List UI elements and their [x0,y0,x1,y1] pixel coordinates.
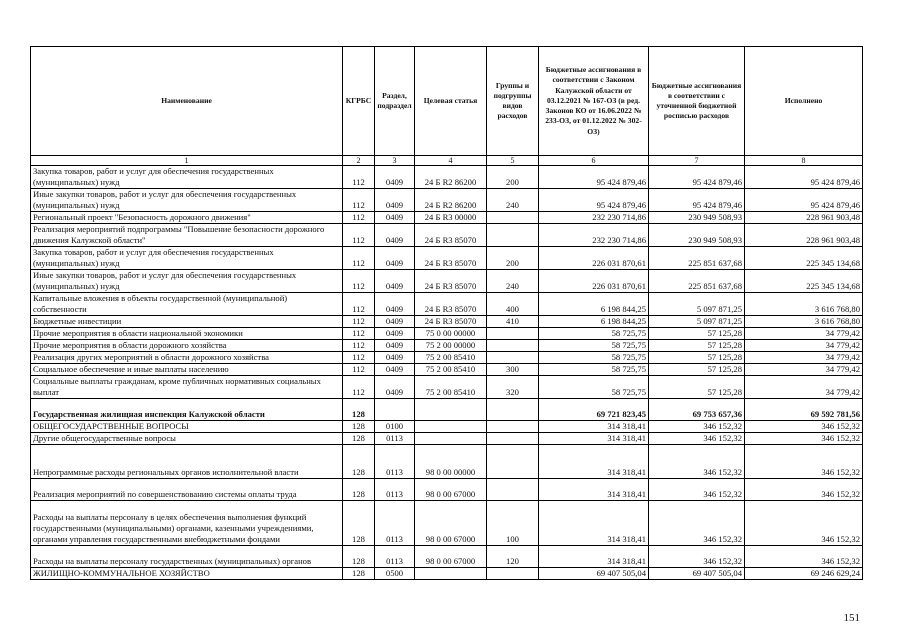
header-assign-plan: Бюджетные ассигнования в соответствии с уточненной бюджетной росписью расходов [649,47,745,156]
row-kgrbs: 112 [343,224,375,247]
column-number: 4 [415,156,487,166]
row-assign-plan: 230 949 508,93 [649,224,745,247]
row-section: 0409 [375,352,415,364]
header-assign-law: Бюджетные ассигнования в соответствии с Законом Калужской области от 03.12.2021 № 167-ОЗ (в ред. Законов КО от 16.06.2022 № 233-ОЗ, от 01.12.2022 № 302-ОЗ) [539,47,649,156]
row-target: 24 Б R3 85070 [415,270,487,293]
row-assign-law: 232 230 714,86 [539,224,649,247]
row-assign-law: 314 318,41 [539,445,649,479]
table-row [31,501,863,546]
row-group: 200 [487,247,539,270]
budget-table [30,46,863,580]
row-assign-law: 314 318,41 [539,501,649,546]
column-number: 7 [649,156,745,166]
row-executed: 95 424 879,46 [745,166,863,189]
row-assign-plan: 57 125,28 [649,352,745,364]
row-kgrbs: 112 [343,247,375,270]
row-kgrbs: 128 [343,501,375,546]
row-assign-law: 314 318,41 [539,421,649,433]
row-group: 320 [487,376,539,399]
header-name: Наименование [31,47,343,156]
header-target: Целевая статья [415,47,487,156]
table-row [31,376,863,399]
row-executed: 34 779,42 [745,328,863,340]
row-name: Реализация мероприятий подпрограммы "Повышение безопасности дорожного движения Калужской области" [31,224,343,247]
row-assign-plan: 346 152,32 [649,433,745,445]
row-target: 75 0 00 00000 [415,328,487,340]
row-kgrbs: 128 [343,421,375,433]
row-section: 0409 [375,364,415,376]
row-section: 0113 [375,501,415,546]
row-section: 0409 [375,189,415,212]
table-row [31,352,863,364]
row-name: Иные закупки товаров, работ и услуг для обеспечения государственных (муниципальных) нужд [31,270,343,293]
table-row [31,433,863,445]
row-assign-law: 226 031 870,61 [539,247,649,270]
row-assign-law: 58 725,75 [539,328,649,340]
row-name: Закупка товаров, работ и услуг для обеспечения государственных (муниципальных) нужд [31,247,343,270]
row-name: Реализация мероприятий по совершенствованию системы оплаты труда [31,479,343,501]
row-executed: 69 246 629,24 [745,568,863,580]
row-executed: 69 592 781,56 [745,399,863,421]
row-target: 98 0 00 67000 [415,479,487,501]
row-section: 0409 [375,212,415,224]
row-assign-plan: 95 424 879,46 [649,166,745,189]
row-group: 200 [487,166,539,189]
row-target [415,399,487,421]
row-section: 0113 [375,433,415,445]
row-kgrbs: 112 [343,340,375,352]
row-target: 24 Б R3 00000 [415,212,487,224]
row-executed: 346 152,32 [745,546,863,568]
table-row [31,340,863,352]
row-group: 240 [487,270,539,293]
row-kgrbs: 128 [343,399,375,421]
row-executed: 225 345 134,68 [745,247,863,270]
table-row [31,479,863,501]
row-group: 410 [487,316,539,328]
column-number: 5 [487,156,539,166]
header-executed: Исполнено [745,47,863,156]
header-section: Раздел, подраздел [375,47,415,156]
row-target: 24 Б R3 85070 [415,293,487,316]
table-row [31,212,863,224]
row-target: 98 0 00 67000 [415,501,487,546]
row-executed: 346 152,32 [745,501,863,546]
row-name: Реализация других мероприятий в области дорожного хозяйства [31,352,343,364]
row-group [487,352,539,364]
row-name: Другие общегосударственные вопросы [31,433,343,445]
row-section [375,399,415,421]
row-assign-law: 58 725,75 [539,352,649,364]
row-group: 300 [487,364,539,376]
row-kgrbs: 128 [343,445,375,479]
row-executed: 95 424 879,46 [745,189,863,212]
row-section: 0113 [375,445,415,479]
row-assign-law: 6 198 844,25 [539,293,649,316]
table-row [31,247,863,270]
row-target [415,568,487,580]
row-kgrbs: 112 [343,352,375,364]
row-executed: 225 345 134,68 [745,270,863,293]
row-section: 0409 [375,270,415,293]
row-group [487,224,539,247]
row-executed: 346 152,32 [745,421,863,433]
row-name: Прочие мероприятия в области национальной экономики [31,328,343,340]
row-name: ЖИЛИЩНО-КОММУНАЛЬНОЕ ХОЗЯЙСТВО [31,568,343,580]
table-row [31,546,863,568]
row-target: 75 2 00 00000 [415,340,487,352]
row-name: Непрограммные расходы региональных органов исполнительной власти [31,445,343,479]
row-name: Социальное обеспечение и иные выплаты населению [31,364,343,376]
row-executed: 228 961 903,48 [745,212,863,224]
row-assign-plan: 346 152,32 [649,479,745,501]
row-section: 0409 [375,224,415,247]
row-name: Прочие мероприятия в области дорожного хозяйства [31,340,343,352]
row-kgrbs: 128 [343,433,375,445]
row-assign-law: 232 230 714,86 [539,212,649,224]
row-assign-plan: 69 753 657,36 [649,399,745,421]
column-number: 3 [375,156,415,166]
row-target: 24 Б R3 85070 [415,224,487,247]
row-section: 0409 [375,376,415,399]
row-section: 0113 [375,546,415,568]
row-executed: 34 779,42 [745,364,863,376]
row-target: 98 0 00 67000 [415,546,487,568]
column-number-row [31,156,863,166]
row-section: 0409 [375,166,415,189]
row-assign-law: 314 318,41 [539,433,649,445]
row-group: 120 [487,546,539,568]
table-row [31,364,863,376]
row-assign-law: 95 424 879,46 [539,166,649,189]
column-number: 6 [539,156,649,166]
row-name: Региональный проект "Безопасность дорожного движения" [31,212,343,224]
row-group [487,399,539,421]
row-name: Закупка товаров, работ и услуг для обеспечения государственных (муниципальных) нужд [31,166,343,189]
column-number: 8 [745,156,863,166]
row-executed: 346 152,32 [745,479,863,501]
row-target: 24 Б R3 85070 [415,247,487,270]
row-assign-law: 58 725,75 [539,376,649,399]
row-group: 100 [487,501,539,546]
row-assign-plan: 57 125,28 [649,340,745,352]
row-assign-plan: 346 152,32 [649,501,745,546]
row-target [415,421,487,433]
row-target: 75 2 00 85410 [415,376,487,399]
row-target: 75 2 00 85410 [415,364,487,376]
row-assign-law: 69 721 823,45 [539,399,649,421]
row-executed: 3 616 768,80 [745,293,863,316]
row-name: Расходы на выплаты персоналу в целях обеспечения выполнения функций государственными (муниципальными) органами, казенными учреждениями, органами управления государственными внебюджетными фондами [31,501,343,546]
row-group [487,479,539,501]
row-assign-plan: 346 152,32 [649,445,745,479]
column-number: 2 [343,156,375,166]
row-assign-plan: 57 125,28 [649,376,745,399]
row-group [487,421,539,433]
table-row [31,421,863,433]
row-assign-plan: 95 424 879,46 [649,189,745,212]
row-group [487,568,539,580]
row-assign-plan: 57 125,28 [649,364,745,376]
row-name: Расходы на выплаты персоналу государственных (муниципальных) органов [31,546,343,568]
row-assign-plan: 57 125,28 [649,328,745,340]
row-section: 0409 [375,316,415,328]
row-assign-law: 58 725,75 [539,340,649,352]
row-section: 0113 [375,479,415,501]
row-kgrbs: 112 [343,293,375,316]
row-target: 24 Б R2 86200 [415,189,487,212]
row-section: 0409 [375,293,415,316]
table-row [31,399,863,421]
row-assign-law: 95 424 879,46 [539,189,649,212]
page-number: 151 [843,612,860,624]
row-assign-plan: 225 851 637,68 [649,247,745,270]
row-assign-law: 314 318,41 [539,546,649,568]
row-assign-plan: 346 152,32 [649,421,745,433]
table-row [31,568,863,580]
table-body [31,166,863,580]
column-number: 1 [31,156,343,166]
row-group [487,212,539,224]
row-target: 24 Б R3 85070 [415,316,487,328]
row-section: 0409 [375,247,415,270]
header-groups: Группы и подгруппы видов расходов [487,47,539,156]
row-name: Бюджетные инвестиции [31,316,343,328]
row-kgrbs: 128 [343,479,375,501]
table-row [31,166,863,189]
row-section: 0409 [375,340,415,352]
table-row [31,316,863,328]
row-kgrbs: 128 [343,546,375,568]
row-group [487,433,539,445]
row-assign-plan: 69 407 505,04 [649,568,745,580]
row-kgrbs: 112 [343,376,375,399]
table-row [31,270,863,293]
row-target: 98 0 00 00000 [415,445,487,479]
row-assign-law: 314 318,41 [539,479,649,501]
table-row [31,224,863,247]
row-assign-law: 226 031 870,61 [539,270,649,293]
row-kgrbs: 112 [343,328,375,340]
table-row [31,445,863,479]
row-assign-law: 69 407 505,04 [539,568,649,580]
row-group: 400 [487,293,539,316]
row-assign-plan: 346 152,32 [649,546,745,568]
row-assign-law: 58 725,75 [539,364,649,376]
row-executed: 228 961 903,48 [745,224,863,247]
row-kgrbs: 112 [343,316,375,328]
row-assign-plan: 5 097 871,25 [649,316,745,328]
row-section: 0100 [375,421,415,433]
row-executed: 346 152,32 [745,445,863,479]
table-header [31,47,863,166]
row-target [415,433,487,445]
row-name: Капитальные вложения в объекты государственной (муниципальной) собственности [31,293,343,316]
row-name: Социальные выплаты гражданам, кроме публичных нормативных социальных выплат [31,376,343,399]
row-section: 0409 [375,328,415,340]
row-executed: 3 616 768,80 [745,316,863,328]
row-section: 0500 [375,568,415,580]
row-kgrbs: 112 [343,364,375,376]
header-kgrbs: КГРБС [343,47,375,156]
row-group [487,340,539,352]
row-executed: 34 779,42 [745,376,863,399]
row-group [487,328,539,340]
row-kgrbs: 112 [343,166,375,189]
row-kgrbs: 112 [343,189,375,212]
row-executed: 34 779,42 [745,340,863,352]
row-kgrbs: 112 [343,270,375,293]
row-executed: 346 152,32 [745,433,863,445]
row-kgrbs: 128 [343,568,375,580]
row-name: ОБЩЕГОСУДАРСТВЕННЫЕ ВОПРОСЫ [31,421,343,433]
row-group: 240 [487,189,539,212]
row-assign-plan: 225 851 637,68 [649,270,745,293]
row-name: Иные закупки товаров, работ и услуг для обеспечения государственных (муниципальных) нужд [31,189,343,212]
row-assign-plan: 230 949 508,93 [649,212,745,224]
table-row [31,189,863,212]
table-row [31,328,863,340]
row-executed: 34 779,42 [745,352,863,364]
row-assign-plan: 5 097 871,25 [649,293,745,316]
row-target: 24 Б R2 86200 [415,166,487,189]
row-group [487,445,539,479]
table-row [31,293,863,316]
row-target: 75 2 00 85410 [415,352,487,364]
row-assign-law: 6 198 844,25 [539,316,649,328]
row-name: Государственная жилищная инспекция Калужской области [31,399,343,421]
row-kgrbs: 112 [343,212,375,224]
